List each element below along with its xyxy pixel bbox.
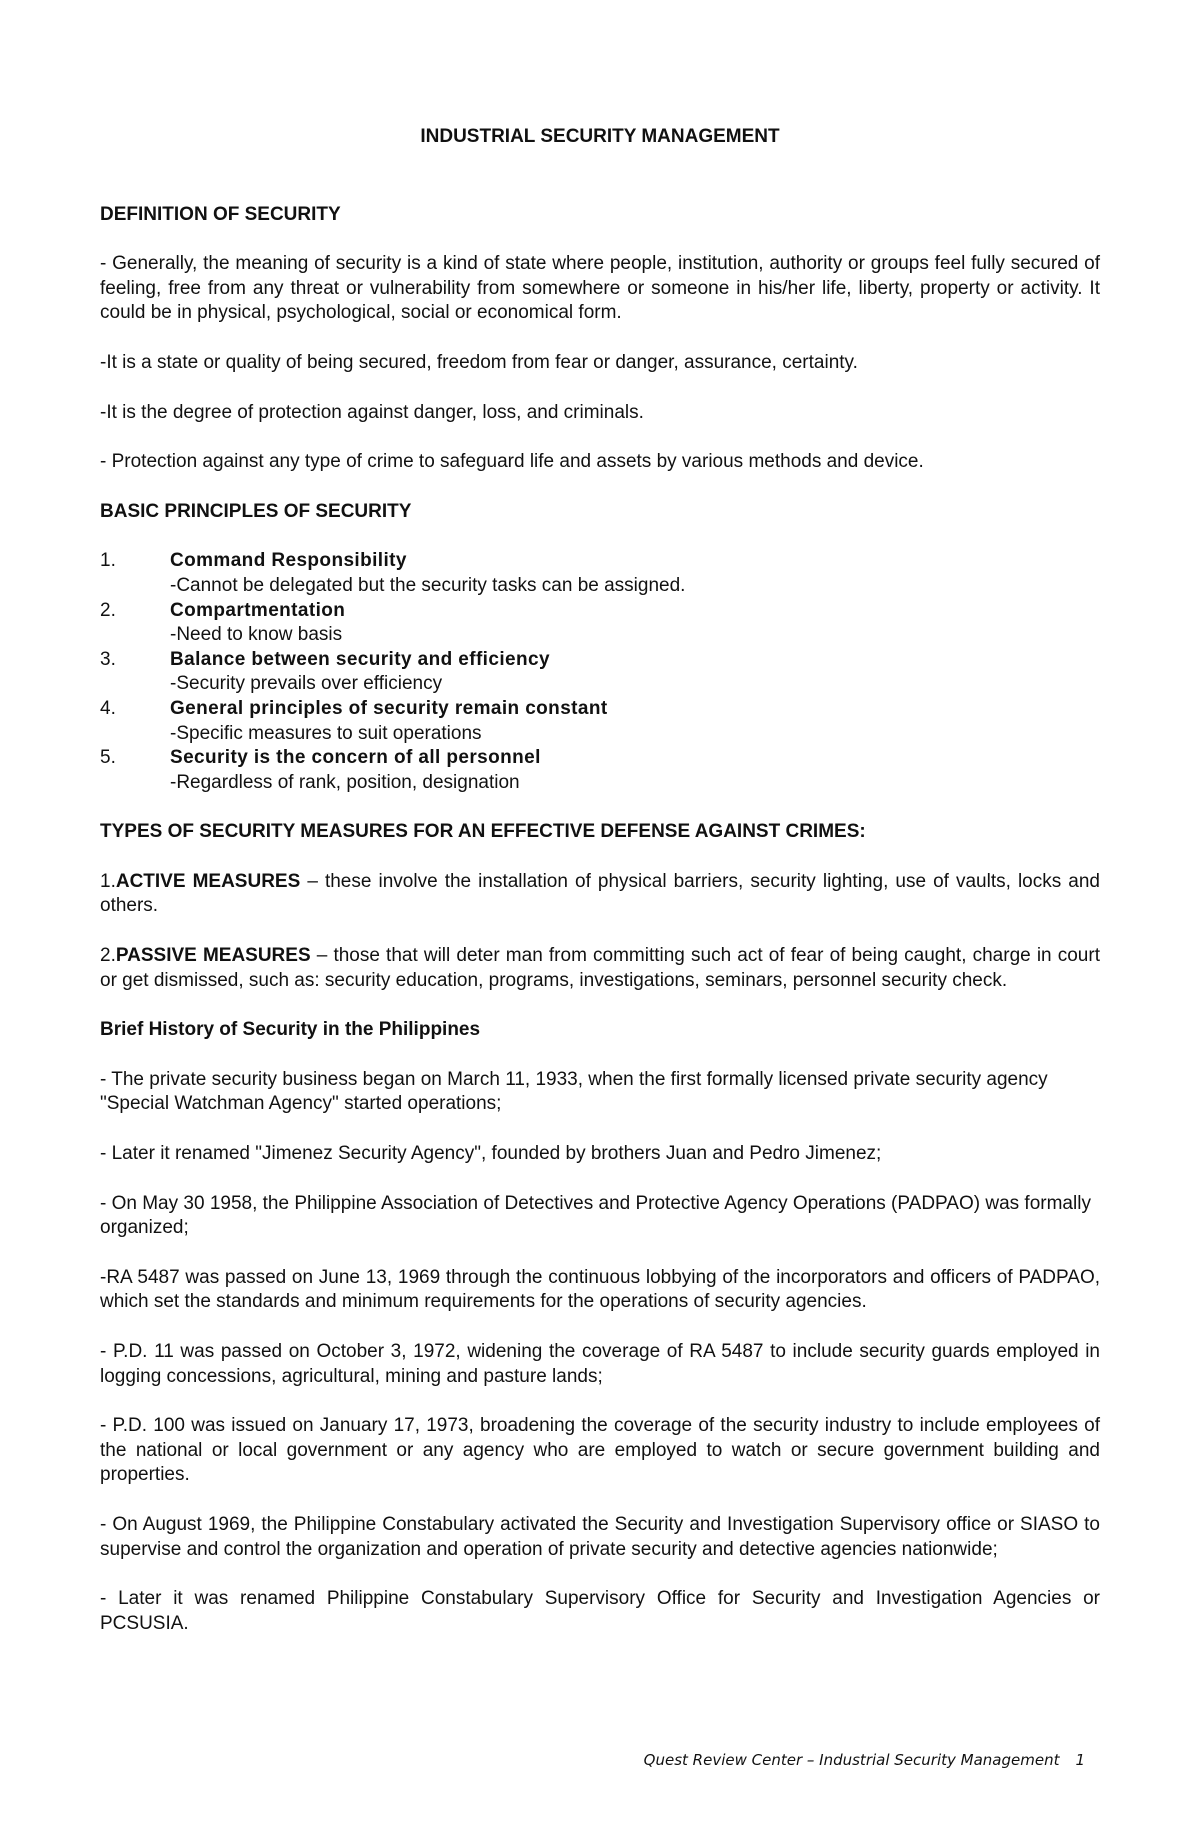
history-paragraph: - The private security business began on March 11, 1933, when the first formally licensed private security agency "Special Watchman Agency" started operations;	[100, 1068, 1048, 1115]
item-description: -Specific measures to suit operations	[170, 722, 482, 744]
page-footer	[644, 1751, 1085, 1769]
item-number: 1.	[100, 870, 116, 892]
active-measures-term: ACTIVE MEASURES	[115, 870, 301, 892]
item-description: -Regardless of rank, position, designation	[170, 771, 520, 793]
item-name: Security is the concern of all personnel	[170, 747, 541, 769]
history-paragraph: - Later it renamed "Jimenez Security Agency", founded by brothers Juan and Pedro Jimenez;	[100, 1143, 882, 1165]
list-item	[100, 549, 1100, 598]
item-name: General principles of security remain constant	[170, 697, 608, 719]
history-heading: Brief History of Security in the Philippines	[100, 1019, 481, 1041]
measures-heading: TYPES OF SECURITY MEASURES FOR AN EFFECTIVE DEFENSE AGAINST CRIMES:	[100, 821, 866, 843]
document-content	[100, 125, 1100, 1661]
history-paragraph: - Later it was renamed Philippine Constabulary Supervisory Office for Security and Investigation Agencies or PCSUSIA.	[100, 1588, 1100, 1634]
document-title: INDUSTRIAL SECURITY MANAGEMENT	[420, 126, 780, 147]
passive-measures-text: – those that will deter man from committing such act of fear of being caught, charge in court or get dismissed, such as: security education, programs, investigations, seminars, personnel security check.	[100, 945, 1100, 991]
list-item	[100, 648, 1100, 697]
history-paragraph: - On August 1969, the Philippine Constabulary activated the Security and Investigation Supervisory office or SIASO to supervise and control the organization and operation of private security and detective agencies nationwide;	[100, 1513, 1100, 1560]
history-paragraph: - P.D. 100 was issued on January 17, 1973, broadening the coverage of the security industry to include employees of the national or local government or any agency who are employed to watch or secure government building and properties.	[100, 1415, 1100, 1486]
principles-list	[100, 549, 1100, 795]
definition-paragraph: -It is a state or quality of being secured, freedom from fear or danger, assurance, certainty.	[100, 351, 858, 373]
list-item	[100, 697, 1100, 746]
item-number: 2.	[100, 945, 116, 967]
definition-paragraph: -It is the degree of protection against danger, loss, and criminals.	[100, 401, 644, 423]
item-number: 5.	[100, 747, 116, 769]
item-name: Balance between security and efficiency	[170, 648, 550, 670]
item-description: -Cannot be delegated but the security tasks can be assigned.	[170, 574, 686, 596]
page-number: 1	[1075, 1751, 1085, 1769]
active-measures-text: – these involve the installation of physical barriers, security lighting, use of vaults, locks and others.	[100, 870, 1101, 917]
history-paragraph: - P.D. 11 was passed on October 3, 1972, widening the coverage of RA 5487 to include security guards employed in logging concessions, agricultural, mining and pasture lands;	[100, 1341, 1100, 1387]
item-name: Command Responsibility	[170, 550, 407, 572]
definition-heading: DEFINITION OF SECURITY	[100, 203, 341, 225]
definition-paragraph: - Generally, the meaning of security is a kind of state where people, institution, authority or groups feel fully secured of feeling, free from any threat or vulnerability from somewhere or someone in his/her life, liberty, property or activity. It could be in physical, psychological, social or economical form.	[100, 253, 1100, 324]
footer-text: Quest Review Center – Industrial Security Management	[643, 1751, 1060, 1769]
passive-measures-term: PASSIVE MEASURES	[115, 945, 311, 967]
principles-heading: BASIC PRINCIPLES OF SECURITY	[100, 500, 412, 522]
item-description: -Need to know basis	[170, 624, 343, 646]
item-number: 3.	[100, 648, 116, 670]
definition-paragraph: - Protection against any type of crime to safeguard life and assets by various methods and device.	[100, 451, 924, 473]
item-number: 2.	[100, 599, 116, 621]
history-paragraph: -RA 5487 was passed on June 13, 1969 through the continuous lobbying of the incorporators and officers of PADPAO, which set the standards and minimum requirements for the operations of security agencies.	[100, 1266, 1100, 1313]
list-item	[100, 746, 1100, 795]
history-paragraph: - On May 30 1958, the Philippine Association of Detectives and Protective Agency Operations (PADPAO) was formally organized;	[100, 1192, 1091, 1239]
item-description: -Security prevails over efficiency	[170, 673, 443, 695]
item-number: 4.	[100, 697, 116, 719]
item-name: Compartmentation	[170, 599, 346, 621]
active-measures-paragraph	[100, 870, 1100, 919]
passive-measures-paragraph	[100, 944, 1100, 993]
item-number: 1.	[100, 550, 116, 572]
list-item	[100, 599, 1100, 648]
